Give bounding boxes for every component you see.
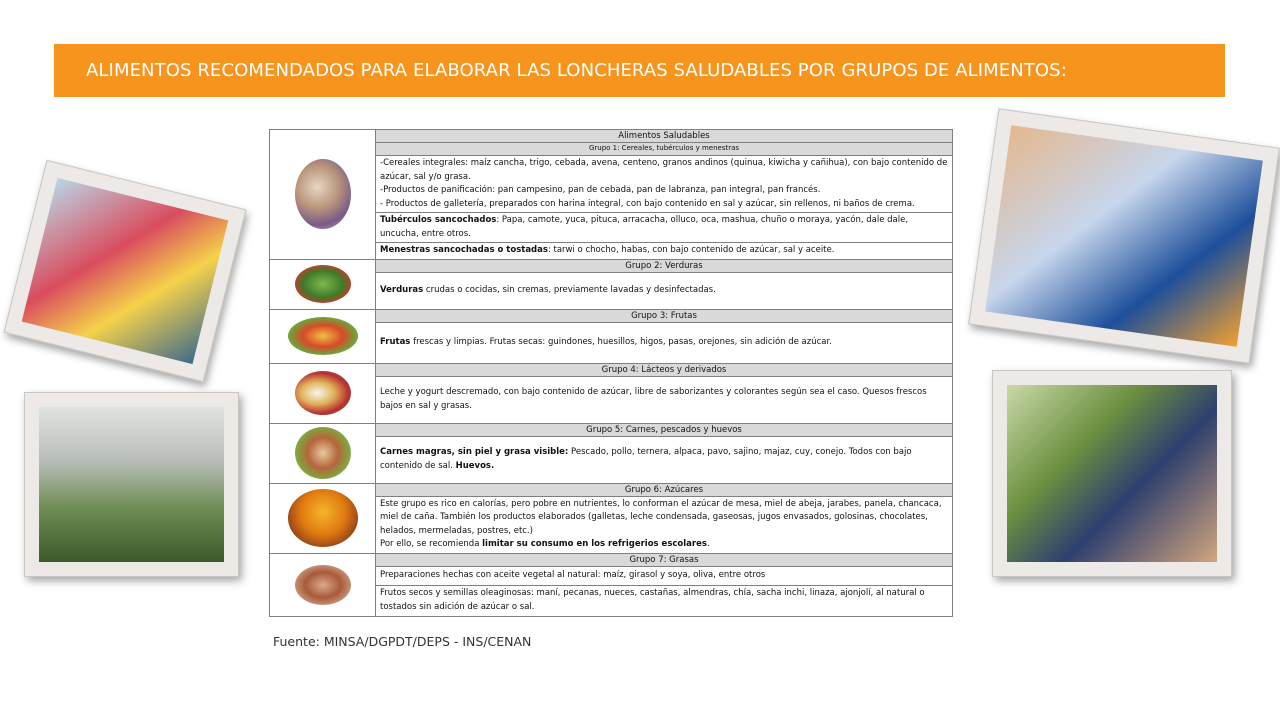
group-3-image-cell	[270, 309, 376, 363]
meats-fish-eggs-icon	[295, 427, 351, 479]
group-5-title: Grupo 5: Carnes, pescados y huevos	[376, 423, 953, 436]
dairy-icon	[295, 371, 351, 415]
students-with-plants-photo	[992, 370, 1232, 577]
fruits-text: frescas y limpias. Frutas secas: guindones, huesillos, higos, pasas, orejones, sin adición de azúcar.	[410, 336, 832, 347]
group-6-text	[376, 496, 953, 553]
sugars-rec-pre: Por ello, se recomienda	[380, 539, 483, 549]
group-3-text	[376, 322, 953, 363]
source-note: Fuente: MINSA/DGPDT/DEPS - INS/CENAN	[273, 634, 532, 649]
meats-text: Pescado, pollo, ternera, alpaca, pavo, sajino, majaz, cuy, conejo. Todos con bajo contenido de sal.	[380, 447, 912, 471]
legumes-text: : tarwi o chocho, habas, con bajo contenido de azúcar, sal y aceite.	[547, 245, 835, 255]
greenhouse-garden-photo	[24, 392, 239, 577]
cereals-line-2: -Productos de panificación: pan campesino, pan de cebada, pan de labranza, pan integral, pan francés.	[380, 185, 821, 195]
group-4-title: Grupo 4: Lácteos y derivados	[376, 363, 953, 376]
fats-oils-icon	[295, 565, 351, 605]
tubers-label: Tubérculos sancochados	[380, 215, 497, 225]
cereals-line-1: -Cereales integrales: maíz cancha, trigo, cebada, avena, centeno, granos andinos (quinua, kiwicha y cañihua), con bajo contenido de azúcar, sal y/o grasa.	[380, 158, 948, 182]
group-7-oils-text: Preparaciones hechas con aceite vegetal al natural: maíz, girasol y soya, oliva, entre otros	[376, 566, 953, 585]
vegetables-text: crudas o cocidas, sin cremas, previamente lavadas y desinfectadas.	[423, 284, 716, 295]
group-1-legumes-text	[376, 243, 953, 260]
group-4-image-cell	[270, 363, 376, 423]
sugars-recommendation	[380, 538, 948, 552]
group-1-image-cell	[270, 130, 376, 260]
legumes-label: Menestras sancochadas o tostadas	[380, 245, 548, 255]
group-6-image-cell	[270, 483, 376, 553]
group-4-text: Leche y yogurt descremado, con bajo contenido de azúcar, libre de saborizantes y colorantes según sea el caso. Quesos frescos bajos en sal y grasas.	[376, 376, 953, 423]
fruits-label: Frutas	[380, 336, 411, 347]
table-header: Alimentos Saludables	[376, 130, 953, 143]
photo-image	[22, 178, 229, 364]
mascot-fair-photo	[4, 160, 247, 383]
group-1-tubers-text	[376, 213, 953, 243]
sugars-text: Este grupo es rico en calorías, pero pobre en nutrientes, lo conforman el azúcar de mesa, miel de abeja, jarabes, panela, chancaca, miel de caña. También los productos elaborados (galletas, leche condensada, gaseosas, jugos envasados, golosinas, chocolates, helados, mermeladas, postres, etc.)	[380, 498, 942, 536]
cereals-grains-icon	[295, 159, 351, 229]
photo-image	[985, 125, 1263, 347]
cereals-line-3: - Productos de galletería, preparados con harina integral, con bajo contenido en sal y azúcar, sin rellenos, ni baños de crema.	[380, 198, 915, 209]
group-7-title: Grupo 7: Grasas	[376, 553, 953, 566]
photo-image	[1007, 385, 1217, 562]
sugars-rec-bold: limitar su consumo en los refrigerios escolares	[482, 539, 707, 549]
group-2-title: Grupo 2: Verduras	[376, 259, 953, 272]
sugars-rec-post: .	[706, 539, 710, 549]
photo-image	[39, 407, 224, 562]
group-6-title: Grupo 6: Azúcares	[376, 483, 953, 496]
group-1-cereals-text	[376, 156, 953, 213]
group-5-image-cell	[270, 423, 376, 483]
vegetables-label: Verduras	[380, 284, 424, 295]
group-7-nuts-text: Frutos secos y semillas oleaginosas: maní, pecanas, nueces, castañas, almendras, chía, sacha inchi, linaza, ajonjolí, al natural o tostados sin adición de azúcar o sal.	[376, 585, 953, 616]
page-title: ALIMENTOS RECOMENDADOS PARA ELABORAR LAS LONCHERAS SALUDABLES POR GRUPOS DE ALIMENTOS:	[86, 60, 1067, 81]
meats-label: Carnes magras, sin piel y grasa visible:	[380, 447, 569, 457]
eggs-label: Huevos.	[455, 460, 495, 471]
group-7-image-cell	[270, 553, 376, 616]
vegetables-icon	[295, 265, 351, 303]
group-3-title: Grupo 3: Frutas	[376, 309, 953, 322]
tubers-text: : Papa, camote, yuca, pituca, arracacha, olluco, oca, mashua, chuño o moraya, yacón, dale dale, uncucha, entre otros.	[380, 215, 909, 239]
group-5-text	[376, 436, 953, 483]
group-1-title: Grupo 1: Cereales, tubérculos y menestras	[376, 143, 953, 156]
group-2-image-cell	[270, 259, 376, 309]
sugars-honey-icon	[288, 489, 358, 547]
group-2-text	[376, 272, 953, 309]
food-groups-table	[269, 129, 953, 617]
fruits-icon	[288, 317, 358, 355]
child-eating-lunchbox-photo	[968, 108, 1280, 363]
title-banner	[54, 44, 1225, 97]
